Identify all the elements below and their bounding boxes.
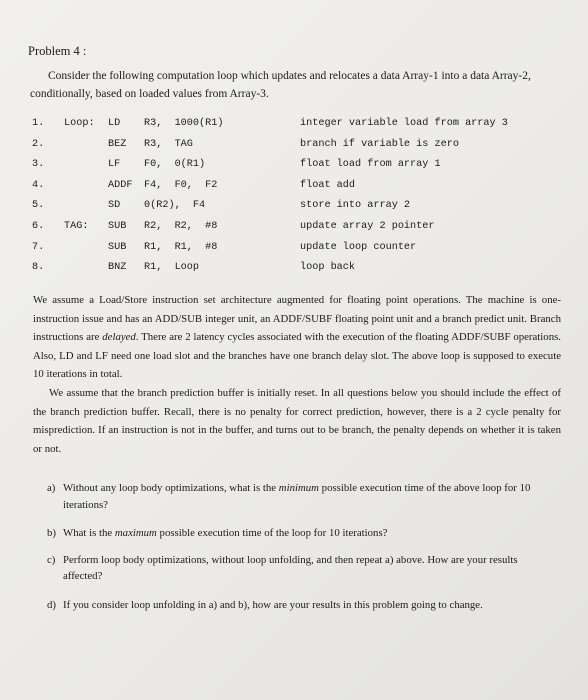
line-comment: loop back xyxy=(300,262,356,274)
line-opcode: LF xyxy=(108,159,121,171)
paragraph-branch-prediction xyxy=(33,384,561,458)
line-comment: float load from array 1 xyxy=(300,159,441,171)
line-number: 5. xyxy=(32,200,45,212)
question-b xyxy=(47,525,557,542)
question-text-part: What is the xyxy=(63,527,115,539)
question-c xyxy=(47,552,557,585)
paragraph-architecture xyxy=(33,291,561,384)
line-operands: R1, R1, #8 xyxy=(144,241,218,253)
question-text xyxy=(63,525,557,542)
line-comment: branch if variable is zero xyxy=(300,138,459,150)
question-a xyxy=(47,480,557,513)
line-operands: R3, TAG xyxy=(144,138,193,150)
line-opcode: BNZ xyxy=(108,262,127,274)
code-line xyxy=(32,200,552,221)
problem-title: Problem 4 : xyxy=(28,44,87,58)
line-comment: update loop counter xyxy=(300,241,417,253)
line-number: 1. xyxy=(32,118,45,129)
line-operands: R1, Loop xyxy=(144,262,200,274)
line-number: 3. xyxy=(32,159,45,171)
intro-text: Consider the following computation loop which updates and relocates a data Array-1 into a data Array-2, conditionally, based on loaded values from Array-3. xyxy=(30,70,531,100)
paragraph-text: . There are 2 latency cycles associated with the execution of the floating ADDF/SUBF operations. Also, LD and LF need one load slot and the branches have one branch delay slot. The above loop is supposed to execute 10 iterations in total. xyxy=(33,331,561,381)
line-number: 7. xyxy=(32,241,45,253)
code-line xyxy=(32,242,552,263)
line-operands: F4, F0, F2 xyxy=(144,179,218,191)
line-comment: integer variable load from array 3 xyxy=(300,118,508,129)
emphasis-text: maximum xyxy=(114,527,157,539)
line-number: 8. xyxy=(32,262,45,274)
line-opcode: BEZ xyxy=(108,138,127,150)
question-label: a) xyxy=(47,482,56,494)
line-number: 2. xyxy=(32,138,45,150)
line-operands: F0, 0(R1) xyxy=(144,159,206,171)
question-list xyxy=(47,480,557,613)
question-text xyxy=(63,480,557,513)
code-listing xyxy=(32,118,552,283)
code-line xyxy=(32,262,552,283)
question-text-part: possible execution time of the loop for 10 iterations? xyxy=(156,527,388,539)
emphasis-text: minimum xyxy=(278,482,319,494)
paragraph-text: We assume that the branch prediction buffer is initially reset. In all questions below you should include the effect of the branch prediction buffer. Recall, there is no penalty for correct prediction, however, there is a 2 cycle penalty for misprediction. If an instruction is not in the buffer, and turns out to be branch, the penalty depends on whether it is taken or not. xyxy=(33,386,561,455)
line-comment: store into array 2 xyxy=(300,200,411,212)
line-opcode: LD xyxy=(108,118,121,129)
line-operands: R2, R2, #8 xyxy=(144,220,218,232)
question-text: Perform loop body optimizations, without loop unfolding, and then repeat a) above. How are your results affected? xyxy=(63,553,518,582)
line-label: TAG: xyxy=(64,220,89,232)
question-label: b) xyxy=(47,527,56,539)
question-text-part: possible execution time of the above loop for 10 iterations? xyxy=(63,482,531,511)
code-line xyxy=(32,118,552,139)
line-operands: 0(R2), F4 xyxy=(144,200,206,212)
code-line xyxy=(32,139,552,160)
assumptions-text xyxy=(33,291,561,458)
line-opcode: ADDF xyxy=(108,179,133,191)
line-opcode: SUB xyxy=(108,220,127,232)
question-text: If you consider loop unfolding in a) and b), how are your results in this problem going to change. xyxy=(63,598,483,611)
line-comment: update array 2 pointer xyxy=(300,220,435,232)
line-number: 6. xyxy=(32,220,45,232)
question-d xyxy=(47,597,557,614)
line-comment: float add xyxy=(300,179,356,191)
line-opcode: SUB xyxy=(108,241,127,253)
line-opcode: SD xyxy=(108,200,121,212)
code-line xyxy=(32,159,552,180)
line-operands: R3, 1000(R1) xyxy=(144,118,224,129)
question-label: d) xyxy=(47,598,56,611)
line-number: 4. xyxy=(32,179,45,191)
question-label: c) xyxy=(47,553,56,566)
paragraph-text: We assume a Load/Store instruction set architecture augmented for floating point operations. The machine is one-instruction issue and has an ADD/SUB integer unit, an ADDF/SUBF floating point unit and a branch predict unit. Branch instructions are xyxy=(33,294,561,344)
code-line xyxy=(32,180,552,201)
code-line xyxy=(32,221,552,242)
intro-paragraph xyxy=(30,67,570,103)
question-text-part: Without any loop body optimizations, what is the xyxy=(63,482,279,494)
line-label: Loop: xyxy=(64,118,95,129)
emphasis-text: delayed xyxy=(102,331,136,344)
